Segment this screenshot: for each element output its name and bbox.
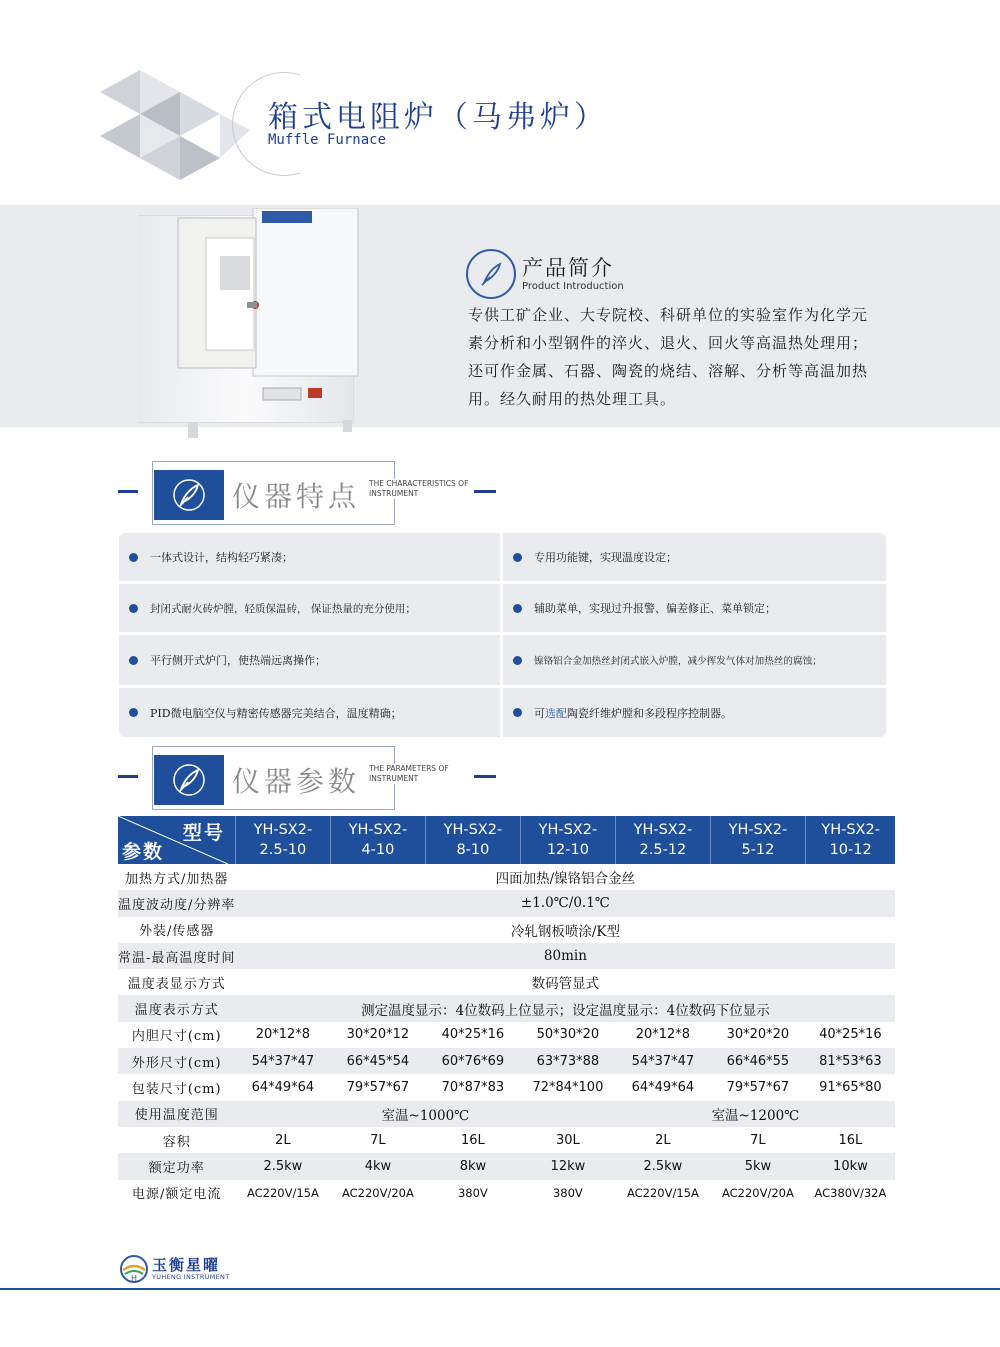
- param-value: 16L: [805, 1127, 895, 1153]
- param-value: 8kw: [425, 1153, 520, 1179]
- param-value: 66*46*55: [710, 1048, 805, 1074]
- param-value: 冷轧钢板喷涂/K型: [235, 917, 895, 943]
- param-value: 50*30*20: [520, 1022, 615, 1048]
- param-value: AC220V/15A: [235, 1180, 330, 1206]
- feature-text: 辅助菜单，实现过升报警、偏差修正、菜单锁定；: [534, 602, 776, 615]
- table-row: [118, 917, 895, 943]
- param-label: 额定功率: [118, 1153, 235, 1179]
- param-value: 16L: [425, 1127, 520, 1153]
- param-label: 电源/额定电流: [118, 1180, 235, 1206]
- param-value: 30L: [520, 1127, 615, 1153]
- bullet-icon: [129, 604, 138, 613]
- bullet-icon: [513, 604, 522, 613]
- section-title: 仪器参数: [232, 765, 361, 798]
- param-value: 2.5kw: [615, 1153, 710, 1179]
- param-value: 64*49*64: [615, 1074, 710, 1100]
- param-value: 380V: [425, 1180, 520, 1206]
- feature-text: 封闭式耐火砖炉膛，轻质保温砖， 保证热量的充分使用；: [150, 602, 416, 615]
- param-value: AC220V/15A: [615, 1180, 710, 1206]
- model-header: [235, 816, 330, 864]
- feature-text: 平行侧开式炉门，使热端远离操作；: [150, 654, 326, 667]
- page-subtitle: Muffle Furnace: [268, 132, 387, 148]
- brand-logo-icon: [119, 1254, 149, 1284]
- section-rule-left: [118, 490, 138, 493]
- param-label: 容积: [118, 1127, 235, 1153]
- param-value: 63*73*88: [520, 1048, 615, 1074]
- params-section-header: [118, 746, 498, 810]
- param-value: 30*20*20: [710, 1022, 805, 1048]
- param-value: 室温~1200℃: [615, 1101, 895, 1127]
- intro-text: 专供工矿企业、大专院校、科研单位的实验室作为化学元素分析和小型钢件的淬火、退火、回火等高温热处理用；还可作金属、石器、陶瓷的烧结、溶解、分析等高温加热用。经久耐用的热处理工具。: [468, 306, 869, 408]
- model-suffix: 8-10: [456, 842, 490, 858]
- table-row: [118, 890, 895, 916]
- model-suffix: 12-10: [546, 842, 589, 858]
- table-row: [118, 1074, 895, 1100]
- param-value: 70*87*83: [425, 1074, 520, 1100]
- page-title: 箱式电阻炉（马弗炉）: [268, 100, 608, 135]
- model-prefix: YH-SX2-: [443, 822, 503, 838]
- model-suffix: 2.5-10: [259, 842, 307, 858]
- features-section-header: [118, 461, 498, 525]
- model-prefix: YH-SX2-: [348, 822, 408, 838]
- footer-divider: [0, 1288, 1000, 1290]
- model-suffix: 10-12: [829, 842, 872, 858]
- param-value: 5kw: [710, 1153, 805, 1179]
- brand-name: 玉衡星曜: [152, 1256, 221, 1274]
- param-value: 64*49*64: [235, 1074, 330, 1100]
- param-value: AC220V/20A: [710, 1180, 805, 1206]
- section-rule-left: [118, 775, 138, 778]
- model-header: [805, 816, 895, 864]
- param-value: 30*20*12: [330, 1022, 425, 1048]
- feature-text: 专用功能键，实现温度设定；: [534, 551, 677, 564]
- model-suffix: 4-10: [361, 842, 395, 858]
- param-label: 使用温度范围: [118, 1101, 235, 1127]
- intro-feather-icon: [466, 249, 516, 299]
- table-row: [118, 1180, 895, 1206]
- param-value: 2.5kw: [235, 1153, 330, 1179]
- svg-text:H: H: [130, 1274, 138, 1283]
- furnace-product-image: [138, 208, 360, 440]
- param-value: 2L: [235, 1127, 330, 1153]
- parameters-table: [118, 816, 895, 1206]
- bullet-icon: [513, 656, 522, 665]
- feature-text-rest: 陶瓷纤维炉膛和多段程序控制器。: [567, 706, 732, 720]
- param-value: AC220V/20A: [330, 1180, 425, 1206]
- param-value: 12kw: [520, 1153, 615, 1179]
- section-rule-right: [474, 490, 496, 493]
- table-row: [118, 1022, 895, 1048]
- param-value: 72*84*100: [520, 1074, 615, 1100]
- param-value: 10kw: [805, 1153, 895, 1179]
- table-row: [118, 1127, 895, 1153]
- feature-item: [119, 533, 500, 581]
- feature-item: [503, 533, 886, 581]
- param-label: 包装尺寸(cm): [118, 1074, 235, 1100]
- param-value: 7L: [710, 1127, 805, 1153]
- table-row: [118, 969, 895, 995]
- feature-text: 一体式设计，结构轻巧紧凑；: [150, 551, 293, 564]
- param-value: 7L: [330, 1127, 425, 1153]
- param-value: AC380V/32A: [805, 1180, 895, 1206]
- feather-icon: [154, 470, 224, 520]
- param-value: 91*65*80: [805, 1074, 895, 1100]
- feature-item: [119, 635, 500, 685]
- param-value: 380V: [520, 1180, 615, 1206]
- param-value: 60*76*69: [425, 1048, 520, 1074]
- param-value: 81*53*63: [805, 1048, 895, 1074]
- bullet-icon: [129, 656, 138, 665]
- param-value: 四面加热/镍铬铝合金丝: [235, 864, 895, 890]
- param-label: 温度表示方式: [118, 995, 235, 1021]
- param-value: 40*25*16: [425, 1022, 520, 1048]
- model-header: [330, 816, 425, 864]
- model-header: [425, 816, 520, 864]
- param-value: 54*37*47: [235, 1048, 330, 1074]
- param-label: 外形尺寸(cm): [118, 1048, 235, 1074]
- param-value: 测定温度显示：4位数码上位显示；设定温度显示：4位数码下位显示: [235, 995, 895, 1021]
- model-header: [520, 816, 615, 864]
- feather-icon: [154, 755, 224, 805]
- feature-item: [119, 688, 500, 737]
- model-prefix: YH-SX2-: [253, 822, 313, 838]
- model-prefix: YH-SX2-: [821, 822, 880, 838]
- param-value: ±1.0℃/0.1℃: [235, 890, 895, 916]
- table-row: [118, 1101, 895, 1127]
- model-prefix: YH-SX2-: [538, 822, 598, 838]
- brand-name-en: YUHENG INSTRUMENT: [152, 1273, 230, 1281]
- param-label: 加热方式/加热器: [118, 864, 235, 890]
- param-value: 数码管显式: [235, 969, 895, 995]
- feature-item: [503, 635, 886, 685]
- bullet-icon: [513, 708, 522, 717]
- features-grid: [119, 533, 886, 737]
- table-row: [118, 1153, 895, 1179]
- corner-param-label: 参数: [122, 841, 165, 863]
- param-value: 40*25*16: [805, 1022, 895, 1048]
- model-prefix: YH-SX2-: [633, 822, 693, 838]
- feature-text: 镍铬铝合金加热丝封闭式嵌入炉膛，减少挥发气体对加热丝的腐蚀；: [534, 656, 822, 667]
- param-value: 54*37*47: [615, 1048, 710, 1074]
- table-row: [118, 864, 895, 890]
- param-label: 外装/传感器: [118, 917, 235, 943]
- param-label: 温度表显示方式: [118, 969, 235, 995]
- param-value: 20*12*8: [615, 1022, 710, 1048]
- param-value: 4kw: [330, 1153, 425, 1179]
- corner-model-label: 型号: [182, 822, 225, 844]
- feature-item: [119, 584, 500, 632]
- bullet-icon: [129, 553, 138, 562]
- param-label: 内胆尺寸(cm): [118, 1022, 235, 1048]
- param-value: 79*57*67: [710, 1074, 805, 1100]
- model-suffix: 5-12: [741, 842, 775, 858]
- bullet-icon: [513, 553, 522, 562]
- intro-subtitle: Product Introduction: [522, 281, 624, 292]
- param-label: 常温-最高温度时间: [118, 943, 235, 969]
- section-subtitle: THE CHARACTERISTICS OF INSTRUMENT: [366, 479, 476, 499]
- param-value: 80min: [235, 943, 895, 969]
- table-row: [118, 1048, 895, 1074]
- param-label: 温度波动度/分辨率: [118, 890, 235, 916]
- model-header: [710, 816, 805, 864]
- header-triangles-decoration: [100, 70, 250, 182]
- param-value: 20*12*8: [235, 1022, 330, 1048]
- section-title: 仪器特点: [232, 480, 361, 513]
- model-prefix: YH-SX2-: [728, 822, 788, 838]
- table-corner-cell: [118, 816, 235, 864]
- feature-item: [503, 688, 886, 737]
- feature-text-highlight: 选配: [545, 706, 567, 720]
- intro-title: 产品简介: [522, 256, 614, 280]
- model-header: [615, 816, 710, 864]
- param-value: 2L: [615, 1127, 710, 1153]
- param-value: 79*57*67: [330, 1074, 425, 1100]
- param-value: 室温~1000℃: [235, 1101, 615, 1127]
- table-row: [118, 943, 895, 969]
- feature-text: PID微电脑空仪与精密传感器完美结合，温度精确；: [150, 706, 402, 720]
- bullet-icon: [129, 708, 138, 717]
- section-rule-right: [474, 775, 496, 778]
- feature-text-prefix: 可: [534, 706, 545, 720]
- table-header-row: [118, 816, 895, 864]
- section-subtitle: THE PARAMETERS OF INSTRUMENT: [366, 764, 476, 784]
- feature-item: [503, 584, 886, 632]
- table-row: [118, 995, 895, 1021]
- model-suffix: 2.5-12: [639, 842, 687, 858]
- param-value: 66*45*54: [330, 1048, 425, 1074]
